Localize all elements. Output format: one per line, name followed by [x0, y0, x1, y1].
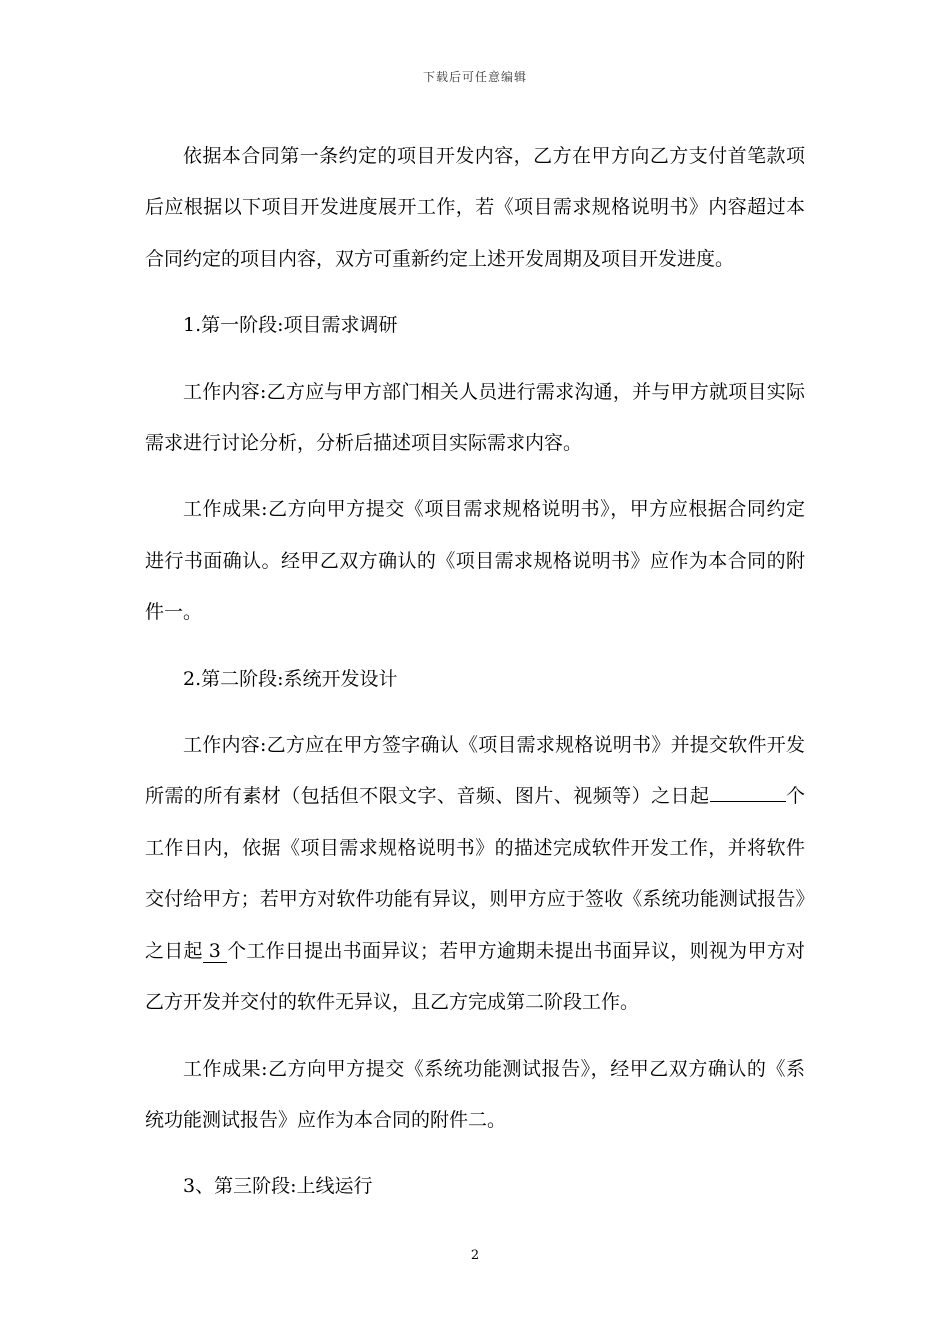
section-heading-stage-3: 3、第三阶段:上线运行 [183, 1175, 373, 1198]
fill-in-blank-objection-days: 3 [203, 940, 227, 963]
fill-in-blank-days [710, 801, 786, 802]
section-heading-stage-1: 1.第一阶段:项目需求调研 [183, 314, 398, 337]
paragraph-intro: 依据本合同第一条约定的项目开发内容，乙方在甲方向乙方支付首笔款项后应根据以下项目开发进度展开工作，若《项目需求规格说明书》内容超过本合同约定的项目内容，双方可重新约定上述开发周期及项目开发进度。 [145, 145, 805, 270]
paragraph-stage-2-content [145, 720, 805, 1028]
paragraph-text-segment: 工作内容:乙方应在甲方签字确认《项目需求规格说明书》并提交软件开发所需的所有素材（包括但不限文字、音频、图片、视频等）之日起 [145, 734, 805, 808]
page-number: 2 [470, 1248, 480, 1263]
section-heading-stage-2: 2.第二阶段:系统开发设计 [183, 667, 398, 690]
paragraph-text-segment: 个工作日内，依据《项目需求规格说明书》的描述完成软件开发工作，并将软件交付给甲方；若甲方对软件功能有异议，则甲方应于签收《系统功能测试报告》之日起 [145, 785, 805, 962]
paragraph-stage-1-content: 工作内容:乙方应与甲方部门相关人员进行需求沟通，并与甲方就项目实际需求进行讨论分析，分析后描述项目实际需求内容。 [145, 380, 805, 455]
paragraph-stage-1-result: 工作成果:乙方向甲方提交《项目需求规格说明书》，甲方应根据合同约定进行书面确认。经甲乙双方确认的《项目需求规格说明书》应作为本合同的附件一。 [145, 498, 805, 624]
paragraph-text-segment: 个工作日提出书面异议；若甲方逾期未提出书面异议，则视为甲方对乙方开发并交付的软件无异议，且乙方完成第二阶段工作。 [145, 939, 805, 1014]
paragraph-stage-2-result: 工作成果:乙方向甲方提交《系统功能测试报告》，经甲乙双方确认的《系统功能测试报告》应作为本合同的附件二。 [145, 1057, 805, 1131]
document-body [145, 131, 805, 1213]
page-header: 下载后可任意编辑 [422, 70, 527, 84]
